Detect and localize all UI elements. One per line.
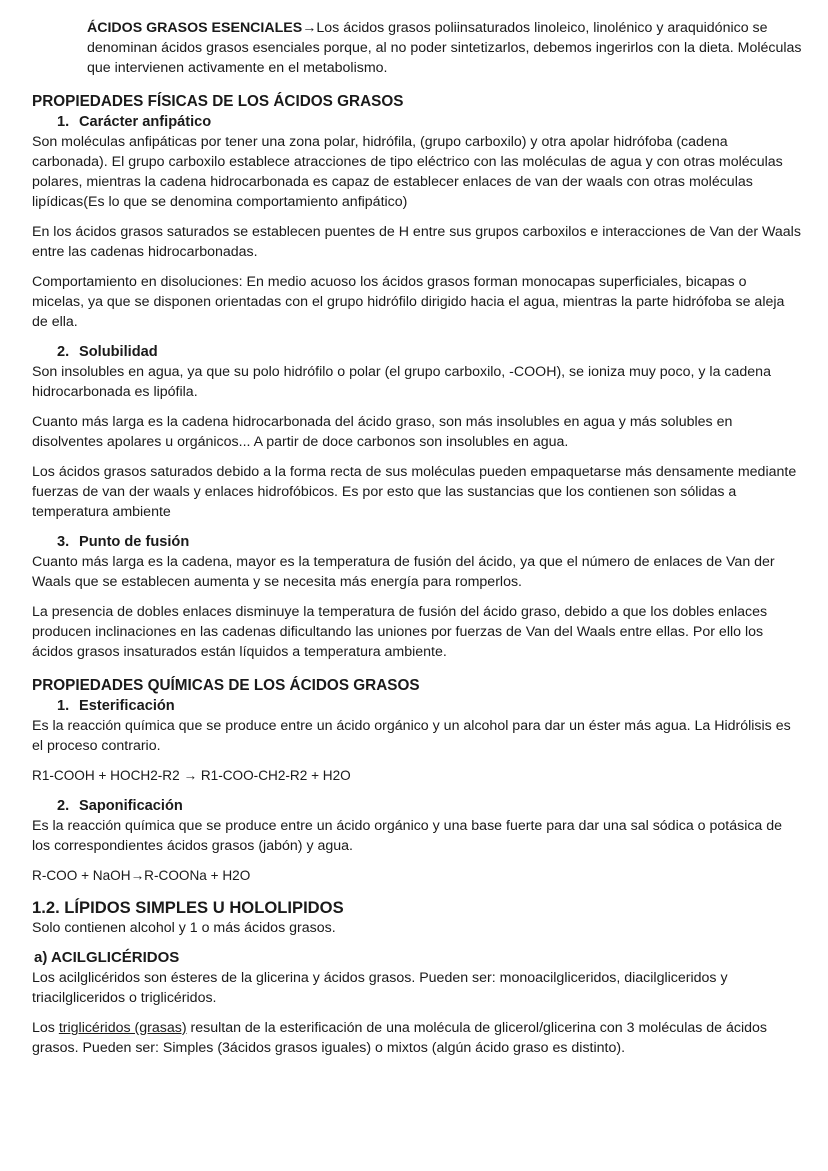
paragraph: La presencia de dobles enlaces disminuye la temperatura de fusión del ácido graso, debido a que los dobles enlaces producen inclinaciones en las cadenas dificultando las uniones por fuerzas de Van del Waals entre ellas. Por ello los ácidos grasos insaturados están líquidos a temperatura ambiente. xyxy=(32,604,768,660)
paragraph: Son moléculas anfipáticas por tener una zona polar, hidrófila, (grupo carboxilo) y otra apolar hidrófoba (cadena carbonada). El grupo carboxilo establece atracciones de tipo eléctrico con las moléculas de agua y con otras moléculas polares, mientras la cadena hidrocarbonada es capaz de establecer enlaces de van der waals con otras moléculas lipídicas(Es lo que se denomina comportamiento anfipático) xyxy=(32,134,783,210)
intro-paragraph xyxy=(87,18,802,78)
subsection-title-fusion: 3. Punto de fusión xyxy=(57,534,190,550)
paragraph: Cuanto más larga es la cadena, mayor es la temperatura de fusión del ácido, ya que el número de enlaces de Van der Waals que se establecen aumenta y se necesita más energía para romperlos. xyxy=(32,554,775,590)
paragraph: Los acilglicéridos son ésteres de la glicerina y ácidos grasos. Pueden ser: monoacilgliceridos, diacilgliceridos y triacilgliceridos o triglicéridos. xyxy=(32,970,728,1006)
paragraph: Es la reacción química que se produce entre un ácido orgánico y una base fuerte para dar una sal sódica o potásica de los correspondientes ácidos grasos (jabón) y agua. xyxy=(32,818,783,854)
document-page xyxy=(32,18,802,1058)
paragraph: Cuanto más larga es la cadena hidrocarbonada del ácido graso, son más insolubles en agua y más solubles en disolventes apolares u orgánicos... A partir de doce carbonos son insolubles en agua. xyxy=(32,414,733,450)
subsection-title-anfipatico: 1. Carácter anfipático xyxy=(57,114,212,130)
intro-text: Los ácidos grasos poliinsaturados linoleico, linolénico y araquidónico se denominan ácidos grasos esenciales porque, al no poder sintetizarlos, debemos ingerirlos con la dieta. Moléculas que intervienen activamente en el metabolismo. xyxy=(87,20,802,76)
subsection-number: 1. xyxy=(57,698,70,714)
paragraph: Los ácidos grasos saturados debido a la forma recta de sus moléculas pueden empaquetarse más densamente mediante fuerzas de van der waals y enlaces hidrofóbicos. Es por esto que las sustancias que los contienen son sólidas a temperatura ambiente xyxy=(32,464,797,520)
paragraph: En los ácidos grasos saturados se establecen puentes de H entre sus grupos carboxilos e interacciones de Van der Waals entre las cadenas hidrocarbonadas. xyxy=(32,224,801,260)
subsection-title-solubilidad: 2. Solubilidad xyxy=(57,344,158,360)
paragraph: Son insolubles en agua, ya que su polo hidrófilo o polar (el grupo carboxilo, -COOH), se ioniza muy poco, y la cadena hidrocarbonada es lipófila. xyxy=(32,364,771,400)
subsection-number: 3. xyxy=(57,534,70,550)
section-title-quimicas: PROPIEDADES QUÍMICAS DE LOS ÁCIDOS GRASOS xyxy=(32,677,420,694)
formula-saponificacion: R-COO + NaOH→R-COONa + H2O xyxy=(32,868,251,883)
section-title-fisicas: PROPIEDADES FÍSICAS DE LOS ÁCIDOS GRASOS xyxy=(32,93,404,110)
subsection-number: 2. xyxy=(57,344,70,360)
intro-term: ÁCIDOS GRASOS ESENCIALES→ xyxy=(87,20,317,36)
paragraph: Es la reacción química que se produce entre un ácido orgánico y un alcohol para dar un éster más agua. La Hidrólisis es el proceso contrario. xyxy=(32,718,791,754)
subsection-number: 2. xyxy=(57,798,70,814)
subsection-title-acilgliceridos: a) ACILGLICÉRIDOS xyxy=(34,949,180,966)
underlined-term: triglicéridos (grasas) xyxy=(58,1020,187,1036)
paragraph: Los triglicéridos (grasas) resultan de la esterificación de una molécula de glicerol/glicerina con 3 moléculas de ácidos grasos. Pueden ser: Simples (3ácidos grasos iguales) o mixtos (algún ácido graso es distinto). xyxy=(32,1020,768,1056)
formula-esterificacion: R1-COOH + HOCH2-R2 → R1-COO-CH2-R2 + H2O xyxy=(32,768,351,783)
section-title-simples: 1.2. LÍPIDOS SIMPLES U HOLOLIPIDOS xyxy=(32,898,344,917)
paragraph: Comportamiento en disoluciones: En medio acuoso los ácidos grasos forman monocapas superficiales, bicapas o micelas, ya que se disponen orientadas con el grupo hidrófilo dirigido hacia el agua, mientras la parte hidrófoba se aleja de ella. xyxy=(32,274,785,330)
subsection-title-saponificacion: 2. Saponificación xyxy=(57,798,183,814)
subsection-number: 1. xyxy=(57,114,70,130)
subsection-title-esterificacion: 1. Esterificación xyxy=(57,698,175,714)
paragraph: Solo contienen alcohol y 1 o más ácidos grasos. xyxy=(32,920,336,936)
